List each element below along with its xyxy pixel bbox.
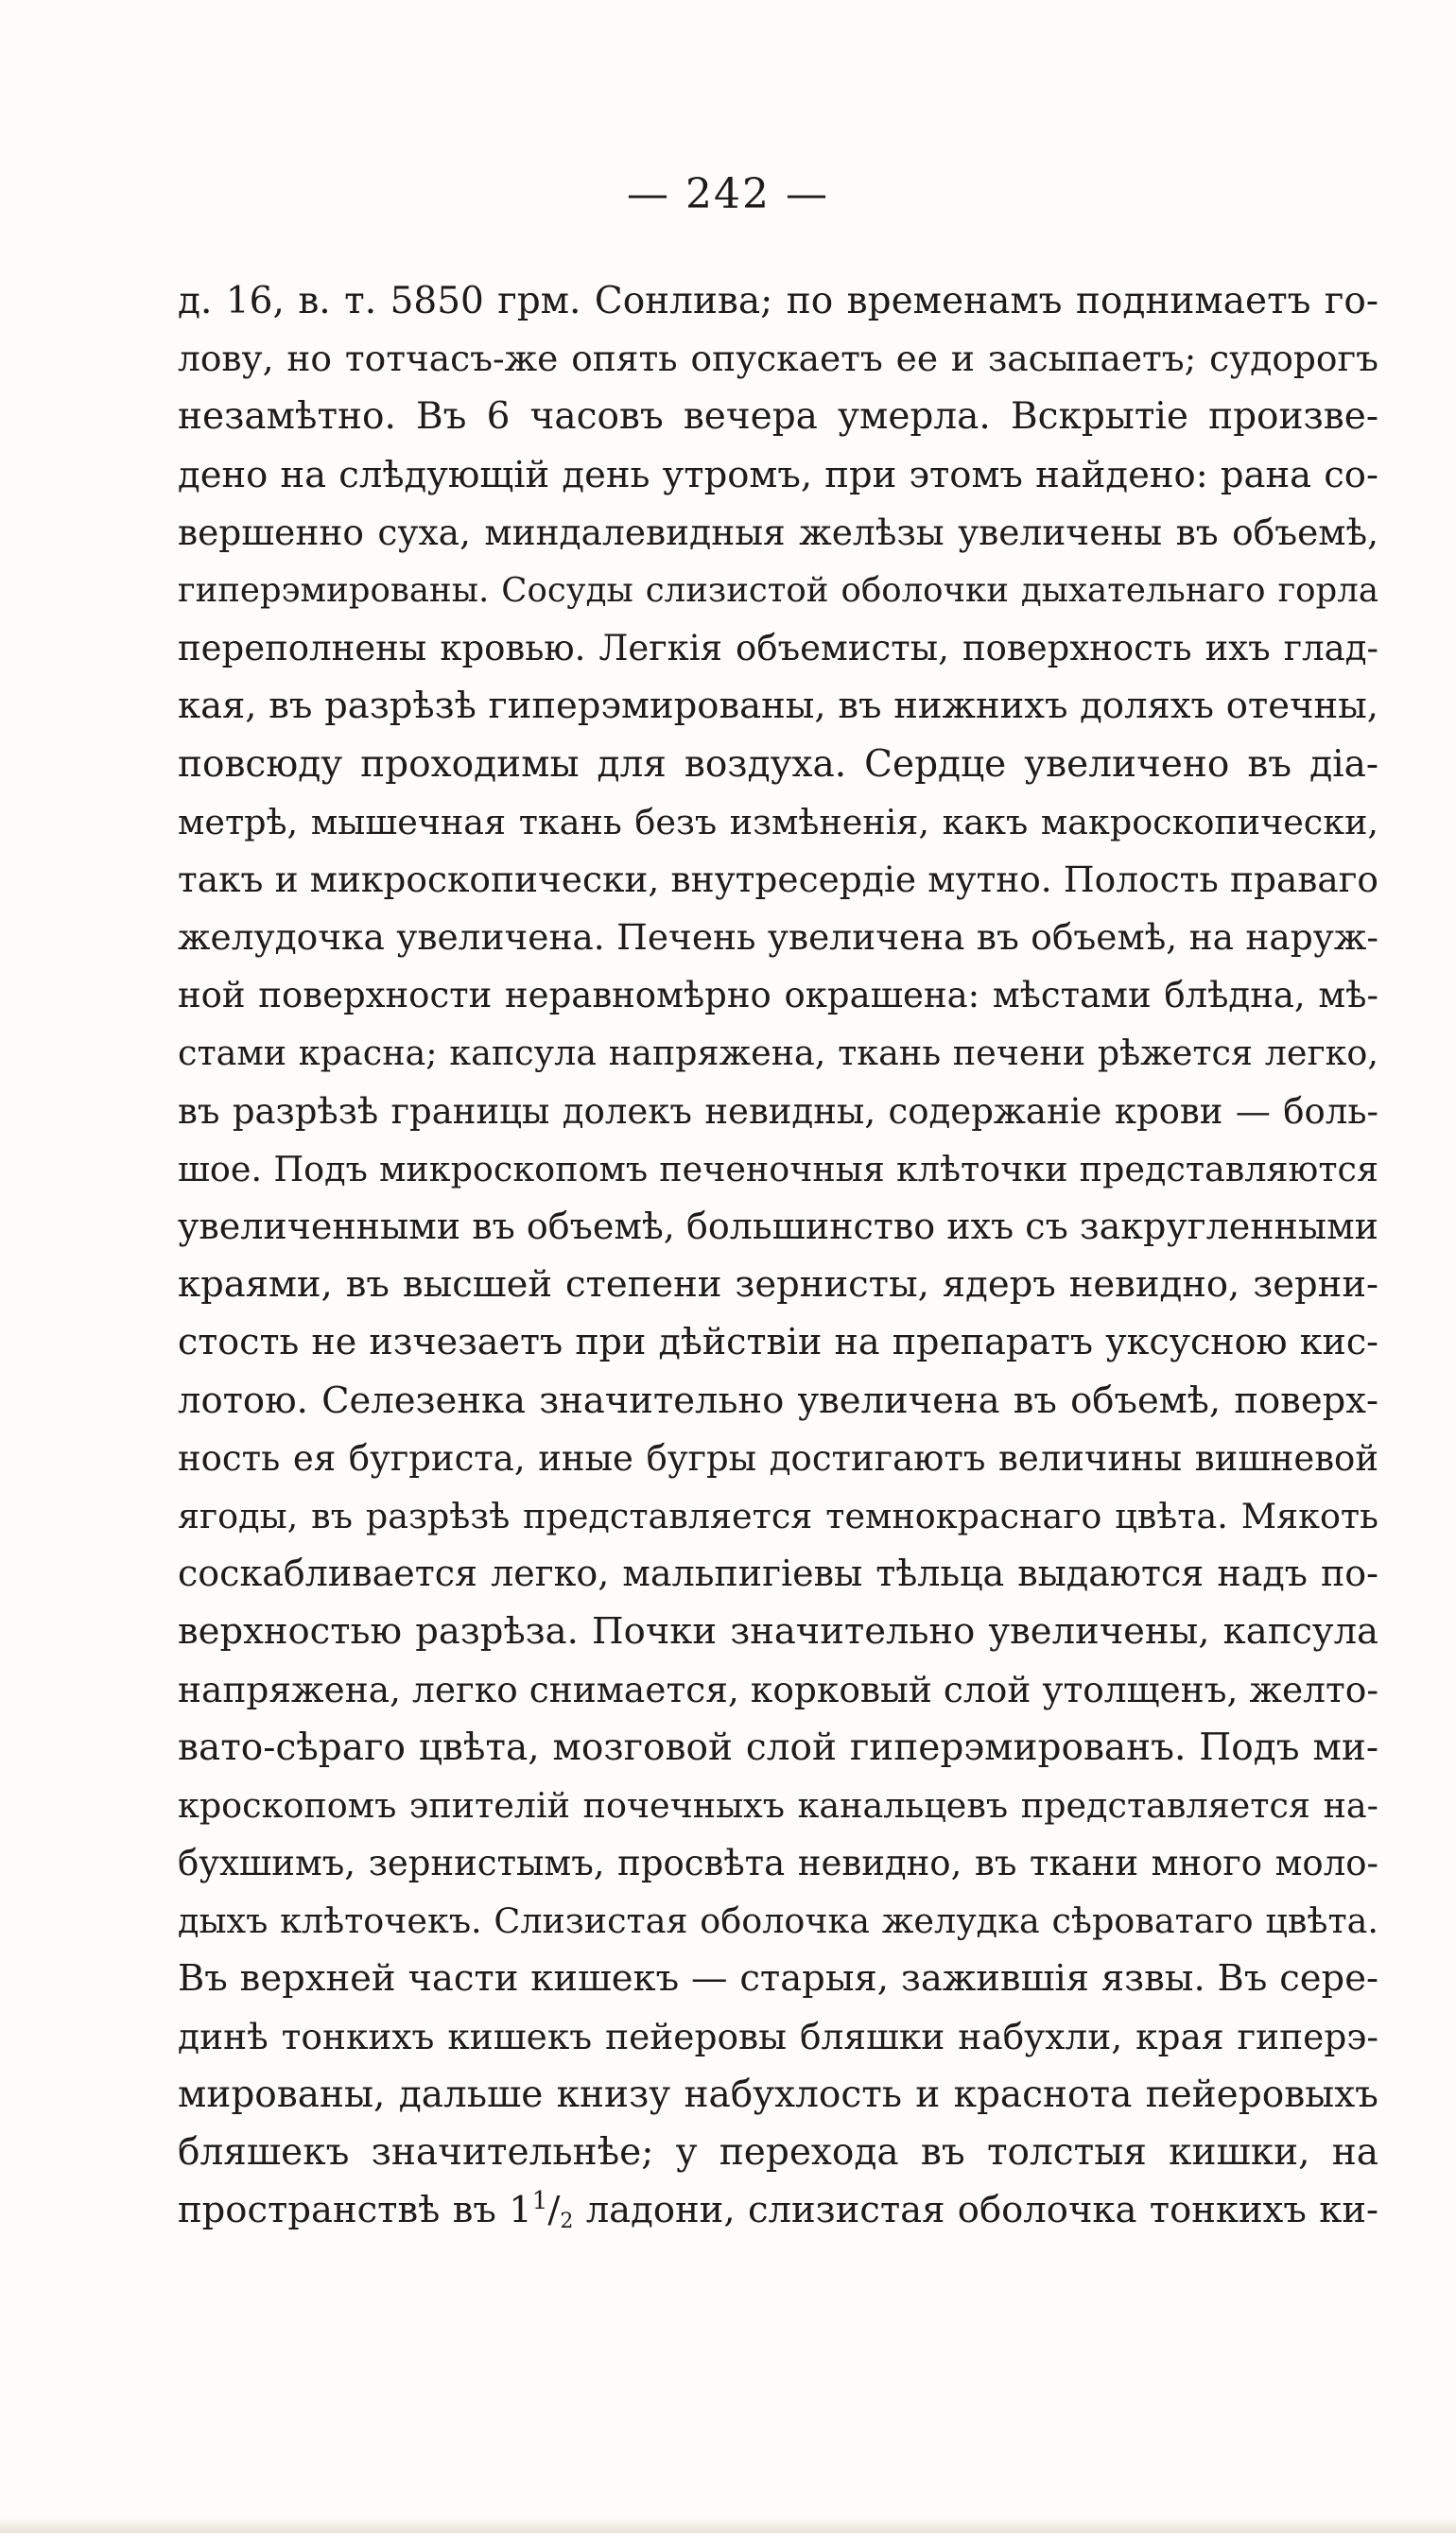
text-line: желудочка увеличена. Печень увеличена въ объемѣ, на наруж- [178, 916, 1378, 959]
text-line: бухшимъ, зернистымъ, просвѣта невидно, въ ткани много моло- [178, 1843, 1378, 1884]
last-line-before: пространствѣ въ [178, 2189, 510, 2232]
text-line: гиперэмированы. Сосуды слизистой оболочки дыхательнаго горла [178, 570, 1378, 610]
text-line: напряжена, легко снимается, корковый слой утолщенъ, желто- [178, 1668, 1378, 1710]
text-line: д. 16, в. т. 5850 грм. Сонлива; по временамъ поднимаетъ го- [178, 280, 1378, 322]
last-line-after: ладони, слизистая оболочка тонкихъ ки- [573, 2189, 1378, 2232]
text-line: шое. Подъ микроскопомъ печеночныя клѣточки представляются [178, 1148, 1378, 1189]
text-line: кроскопомъ эпителій почечныхъ канальцевъ представляется на- [178, 1784, 1378, 1826]
text-line: ность ея бугриста, иные бугры достигаютъ величины вишневой [178, 1437, 1378, 1479]
text-line: верхностью разрѣза. Почки значительно увеличены, капсула [178, 1610, 1378, 1654]
text-line: дено на слѣдующій день утромъ, при этомъ найдено: рана со- [178, 453, 1378, 496]
text-line: дыхъ клѣточекъ. Слизистая оболочка желудка сѣроватаго цвѣта. [178, 1900, 1378, 1942]
body-text [178, 272, 1378, 2239]
fraction-slash: / [547, 2189, 561, 2232]
text-line: бляшекъ значительнѣе; у перехода въ толстыя кишки, на [178, 2131, 1378, 2174]
text-line: мированы, дальше книзу набухлость и краснота пейеровыхъ [178, 2073, 1378, 2116]
text-line: кая, въ разрѣзѣ гиперэмированы, въ нижнихъ доляхъ отечны, [178, 685, 1378, 728]
text-line: лову, но тотчасъ-же опять опускаетъ ее и засыпаетъ; судорогъ [178, 338, 1378, 380]
text-line: вершенно суха, миндалевидныя желѣзы увеличены въ объемѣ, [178, 511, 1378, 553]
text-line: ной поверхности неравномѣрно окрашена: мѣстами блѣдна, мѣ- [178, 975, 1378, 1016]
fraction-denominator: 2 [560, 2210, 574, 2234]
text-line: метрѣ, мышечная ткань безъ измѣненія, какъ макроскопически, [178, 801, 1378, 842]
text-line: лотою. Селезенка значительно увеличена въ объемѣ, поверх- [178, 1379, 1378, 1422]
page-number: — 242 — [627, 170, 829, 218]
text-line: въ разрѣзѣ границы долекъ невидны, содержаніе крови — боль- [178, 1090, 1378, 1132]
text-line: такъ и микроскопически, внутресердіе мутно. Полость праваго [178, 858, 1378, 900]
text-line: Въ верхней части кишекъ — старыя, зажившія язвы. Въ сере- [178, 1957, 1378, 2001]
text-line-last [178, 2181, 1378, 2239]
page-bottom-edge [0, 2518, 1456, 2533]
text-line: краями, въ высшей степени зернисты, ядеръ невидно, зерни- [178, 1263, 1378, 1307]
text-line: переполнены кровью. Легкія объемисты, поверхность ихъ глад- [178, 628, 1378, 669]
text-line: стость не изчезаетъ при дѣйствіи на препаратъ уксусною кис- [178, 1321, 1378, 1363]
text-line: ягоды, въ разрѣзѣ представляется темнокраснаго цвѣта. Мякоть [178, 1495, 1378, 1536]
text-line: динѣ тонкихъ кишекъ пейеровы бляшки набухли, края гиперэ- [178, 2015, 1378, 2057]
fraction-whole: 1 [509, 2189, 532, 2232]
text-line: соскабливается легко, мальпигіевы тѣльца выдаются надъ по- [178, 1553, 1378, 1595]
text-line: повсюду проходимы для воздуха. Сердце увеличено въ діа- [178, 742, 1378, 786]
fraction-numerator: 1 [531, 2187, 548, 2216]
text-line: вато-сѣраго цвѣта, мозговой слой гиперэмированъ. Подъ ми- [178, 1726, 1378, 1769]
text-line: стами красна; капсула напряжена, ткань печени рѣжется легко, [178, 1032, 1378, 1074]
text-line: увеличенными въ объемѣ, большинство ихъ съ закругленными [178, 1206, 1378, 1247]
text-line: незамѣтно. Въ 6 часовъ вечера умерла. Вскрытіе произве- [178, 395, 1378, 439]
